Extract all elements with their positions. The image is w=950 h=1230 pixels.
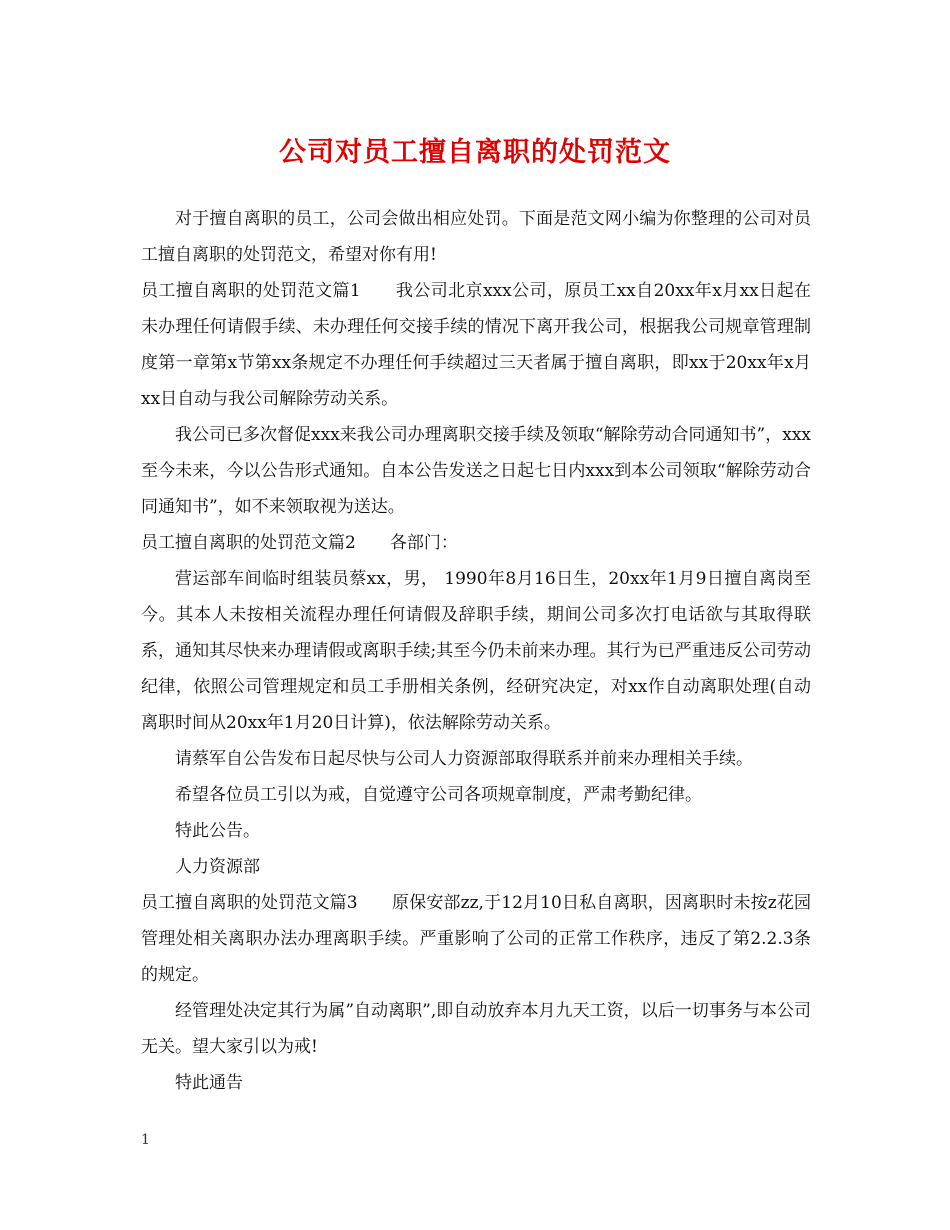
paragraph-sample-2-body: 营运部车间临时组装员蔡xx，男， 1990年8月16日生，20xx年1月9日擅自离岗至今。其本人未按相关流程办理任何请假及辞职手续，期间公司多次打电话欲与其取得联系，通知其尽快来办理请假或离职手续;其至今仍未前来办理。其行为已严重违反公司劳动纪律，依照公司管理规定和员工手册相关条例，经研究决定，对xx作自动离职处理(自动离职时间从20xx年1月20日计算)，依法解除劳动关系。 (141, 569, 811, 733)
document-body (141, 201, 811, 1101)
paragraph-sample-3: 员工擅自离职的处罚范文篇3 原保安部zz,于12月10日私自离职，因离职时未按z花园管理处相关离职办法办理离职手续。严重影响了公司的正常工作秩序，违反了第2.2.3条的规定。 (141, 893, 811, 985)
paragraph-sample-2-request: 请蔡军自公告发布日起尽快与公司人力资源部取得联系并前来办理相关手续。 (175, 749, 753, 769)
page-number: 1 (141, 1132, 150, 1148)
paragraph-sample-2-warning: 希望各位员工引以为戒，自觉遵守公司各项规章制度，严肃考勤纪律。 (175, 785, 702, 805)
paragraph-sample-2-heading: 员工擅自离职的处罚范文篇2 各部门： (141, 533, 458, 553)
paragraph-sample-1: 员工擅自离职的处罚范文篇1 我公司北京xxx公司，原员工xx自20xx年x月xx日起在未办理任何请假手续、未办理任何交接手续的情况下离开我公司，根据我公司规章管理制度第一章第x节第xx条规定不办理任何手续超过三天者属于擅自离职，即xx于20xx年x月xx日自动与我公司解除劳动关系。 (141, 281, 811, 409)
paragraph-sample-2-signature: 人力资源部 (175, 857, 260, 877)
paragraph-sample-3-notice: 特此通告 (175, 1073, 243, 1093)
paragraph-sample-3-decision: 经管理处决定其行为属”自动离职”,即自动放弃本月九天工资，以后一切事务与本公司无关。望大家引以为戒! (141, 1001, 811, 1057)
paragraph-sample-2-notice: 特此公告。 (175, 821, 260, 841)
document-title: 公司对员工擅自离职的处罚范文 (279, 137, 671, 168)
paragraph-intro: 对于擅自离职的员工，公司会做出相应处罚。下面是范文网小编为你整理的公司对员工擅自离职的处罚范文，希望对你有用! (141, 209, 811, 265)
paragraph-sample-1-continued: 我公司已多次督促xxx来我公司办理离职交接手续及领取“解除劳动合同通知书”，xxx至今未来，今以公告形式通知。自本公告发送之日起七日内xxx到本公司领取“解除劳动合同通知书”，如不来领取视为送达。 (141, 425, 811, 517)
